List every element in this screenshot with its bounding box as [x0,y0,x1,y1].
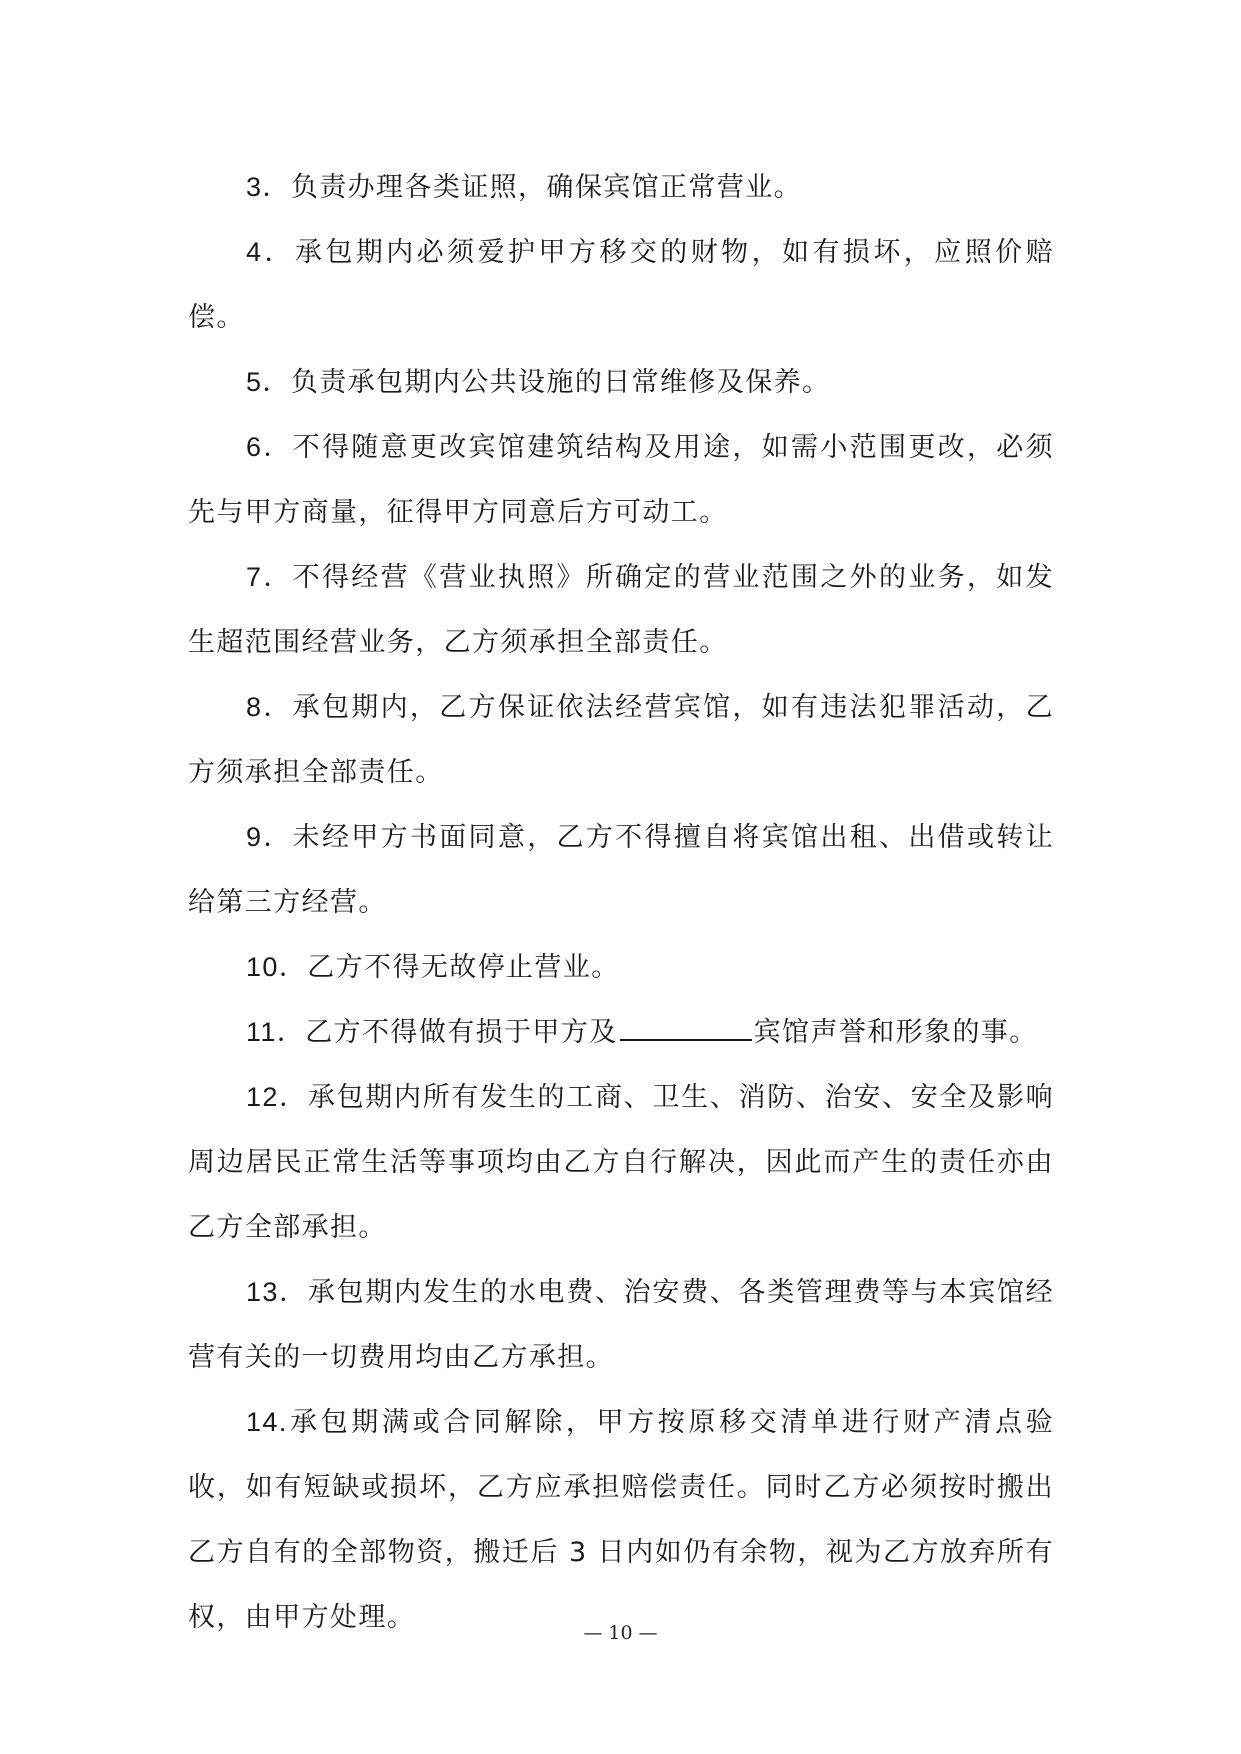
clause-text-after-blank: 宾馆声誉和形象的事。 [753,1017,1038,1048]
clause-12 [188,1065,1054,1260]
clause-number: 12． [246,1082,308,1112]
clause-number: 3． [246,172,291,202]
clause-6 [188,415,1054,545]
clause-7 [188,545,1054,675]
clause-number: 10． [246,952,308,982]
clause-10 [188,935,1054,1000]
document-body [188,155,1054,1650]
clause-text: 未经甲方书面同意，乙方不得擅自将宾馆出租、出借或转让给第三方经营。 [188,822,1054,918]
clause-5 [188,350,1054,415]
clause-number: 14. [246,1407,288,1437]
clause-number: 9． [246,822,293,852]
clause-text: 承包期内，乙方保证依法经营宾馆，如有违法犯罪活动，乙方须承担全部责任。 [188,692,1054,788]
clause-3 [188,155,1054,220]
page-number: — 10 — [583,1622,658,1644]
clause-8 [188,675,1054,805]
clause-13 [188,1260,1054,1390]
clause-number: 7． [246,562,293,592]
clause-number: 6． [246,432,293,462]
clause-text: 承包期满或合同解除，甲方按原移交清单进行财产清点验收，如有短缺或损坏，乙方应承担赔偿责任。同时乙方必须按时搬出乙方自有的全部物资，搬迁后 3 日内如仍有余物，视为乙方放弃所有权，由甲方处理。 [188,1407,1054,1633]
clause-text-before-blank: 乙方不得做有损于甲方及 [305,1017,618,1048]
fill-in-blank [620,1015,752,1041]
clause-text: 乙方不得无故停止营业。 [307,952,620,983]
clause-text: 承包期内必须爱护甲方移交的财物，如有损坏，应照价赔偿。 [188,237,1054,333]
clause-11 [188,1000,1054,1065]
clause-text: 承包期内所有发生的工商、卫生、消防、治安、安全及影响周边居民正常生活等事项均由乙方自行解决，因此而产生的责任亦由乙方全部承担。 [188,1082,1054,1243]
clause-4 [188,220,1054,350]
clause-number: 13． [246,1277,308,1307]
clause-number: 8． [246,692,293,722]
clause-text: 不得经营《营业执照》所确定的营业范围之外的业务，如发生超范围经营业务，乙方须承担全部责任。 [188,562,1054,658]
clause-number: 5． [246,367,291,397]
clause-number: 4． [246,237,295,267]
clause-text: 不得随意更改宾馆建筑结构及用途，如需小范围更改，必须先与甲方商量，征得甲方同意后方可动工。 [188,432,1054,528]
clause-text: 负责承包期内公共设施的日常维修及保养。 [290,367,831,398]
clause-text: 承包期内发生的水电费、治安费、各类管理费等与本宾馆经营有关的一切费用均由乙方承担。 [188,1277,1054,1373]
clause-text: 负责办理各类证照，确保宾馆正常营业。 [290,172,803,203]
clause-number: 11． [246,1017,306,1047]
clause-9 [188,805,1054,935]
clause-14 [188,1390,1054,1650]
